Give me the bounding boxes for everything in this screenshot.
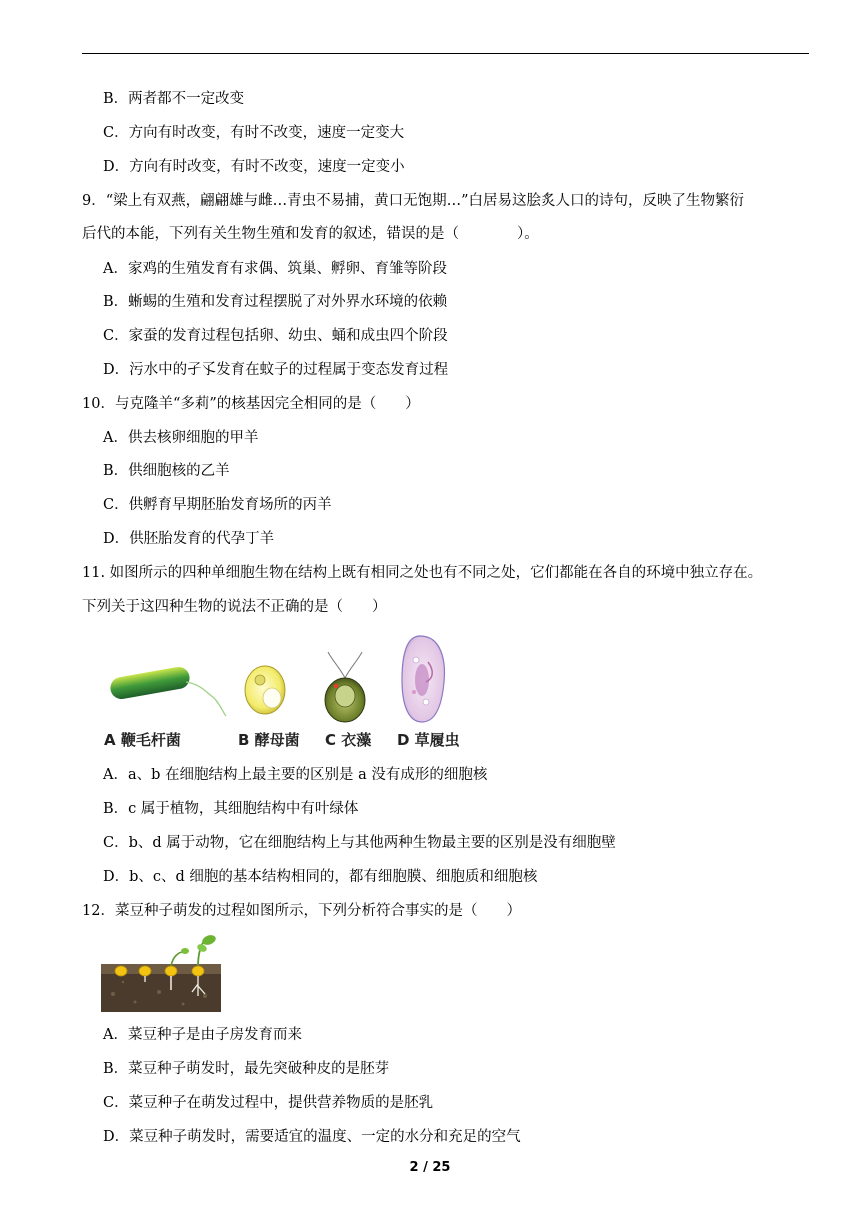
seed-germination-figure [101,934,221,1012]
q12-option-d: D．菜豆种子萌发时，需要适宜的温度、一定的水分和充足的空气 [103,1129,521,1145]
q10-stem: 10．与克隆羊“多莉”的核基因完全相同的是（ ） [82,396,420,412]
q10-option-c: C．供孵育早期胚胎发育场所的丙羊 [103,497,332,513]
q11-option-c: C．b、d 属于动物，它在细胞结构上与其他两种生物最主要的区别是没有细胞壁 [103,835,616,851]
q12-option-a: A．菜豆种子是由子房发育而来 [103,1027,302,1043]
q11-option-a: A．a、b 在细胞结构上最主要的区别是 a 没有成形的细胞核 [103,767,488,783]
chlamydomonas-illustration [325,652,365,722]
q12-option-b: B．菜豆种子萌发时，最先突破种皮的是胚芽 [103,1061,390,1077]
figure-label-c: C 衣藻 [325,731,372,749]
q11-option-b: B．c 属于植物，其细胞结构中有叶绿体 [103,801,359,817]
figure-label-d: D 草履虫 [397,731,460,749]
q12-stem: 12．菜豆种子萌发的过程如图所示，下列分析符合事实的是（ ） [82,903,521,919]
figure-label-a: A 鞭毛杆菌 [104,731,181,749]
q9-stem-line1: 9．“梁上有双燕，翩翩雄与雌…青虫不易捕，黄口无饱期…”白居易这脍炙人口的诗句，反映了生物繁衍 [82,193,745,209]
paramecium-illustration [402,636,444,722]
q10-option-a: A．供去核卵细胞的甲羊 [103,430,259,446]
q11-stem-line1: 11. 如图所示的四种单细胞生物在结构上既有相同之处也有不同之处，它们都能在各自的环境中独立存在。 [82,565,763,581]
q9-stem-line2: 后代的本能，下列有关生物生殖和发育的叙述，错误的是（ ）。 [82,226,539,242]
figure-label-b: B 酵母菌 [238,731,300,749]
header-rule [82,53,809,54]
q8-option-c: C．方向有时改变，有时不改变，速度一定变大 [103,125,405,141]
q9-option-b: B．蜥蜴的生殖和发育过程摆脱了对外界水环境的依赖 [103,294,448,310]
page-number: 2 / 25 [409,1160,451,1175]
q9-option-a: A．家鸡的生殖发育有求偶、筑巢、孵卵、育雏等阶段 [103,261,447,277]
q8-option-d: D．方向有时改变，有时不改变，速度一定变小 [103,159,405,175]
q12-option-c: C．菜豆种子在萌发过程中，提供营养物质的是胚乳 [103,1095,434,1111]
q10-option-d: D．供胚胎发育的代孕丁羊 [103,531,275,547]
bacterium-illustration [109,665,226,716]
q8-option-b: B．两者都不一定改变 [103,91,245,107]
q11-option-d: D．b、c、d 细胞的基本结构相同的，都有细胞膜、细胞质和细胞核 [103,869,538,885]
q9-option-d: D．污水中的孑孓发育在蚊子的过程属于变态发育过程 [103,362,449,378]
q11-stem-line2: 下列关于这四种生物的说法不正确的是（ ） [82,599,387,615]
q10-option-b: B．供细胞核的乙羊 [103,463,230,479]
q9-option-c: C．家蚕的发育过程包括卵、幼虫、蛹和成虫四个阶段 [103,328,448,344]
organisms-figure [100,632,470,724]
yeast-illustration [245,666,285,714]
